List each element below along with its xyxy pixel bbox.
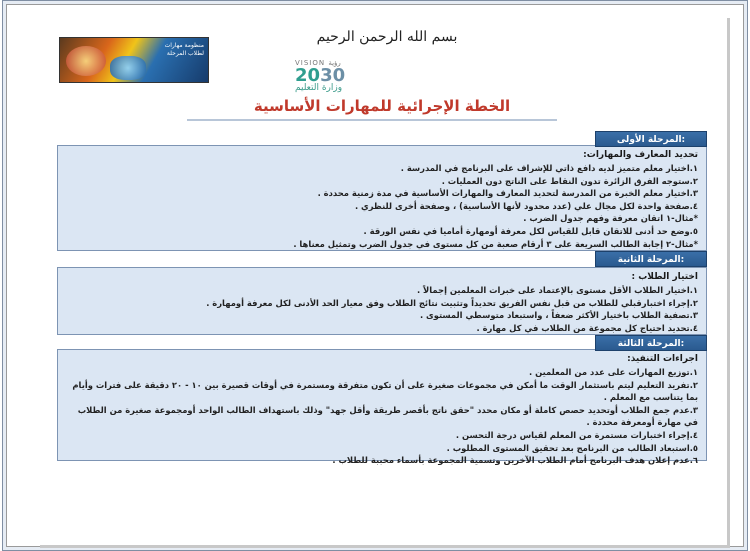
- phase-tag: المرحلة الثانية:: [595, 251, 707, 267]
- page-title: الخطة الإجرائية للمهارات الأساسية: [253, 97, 511, 115]
- book-title-line: منظومة مهارات: [164, 42, 204, 49]
- phase-heading: اجراءات التنفيذ:: [627, 354, 698, 364]
- list-item: ٢.إجراء اختبارقبلي للطلاب من قبل نفس الفريق تحديداً وتثبيت نتائج الطلاب وفق معيار الحد الأدنى لكل معرفة أومهارة .: [206, 297, 698, 308]
- page-frame: [6, 4, 744, 547]
- list-item: ١.اختيار الطلاب الأقل مستوى بالإعتماد على خبرات المعلمين إجمالاً .: [416, 285, 698, 295]
- phase-two-section: [57, 251, 707, 333]
- book-cover-image: [59, 37, 209, 83]
- phase-content-box: [57, 267, 707, 335]
- phase-content-box: [57, 349, 707, 466]
- list-item: ٥.استبعاد الطالب من البرنامج بعد تحقيق المستوى المطلوب .: [446, 442, 698, 453]
- list-item: ٣.تصفية الطلاب باختيار الأكثر ضعفاً ، واستبعاد متوسطي المستوى .: [419, 310, 698, 321]
- book-cover-title: [138, 42, 204, 58]
- list-item: ١.توزيع المهارات على عدد من المعلمين .: [528, 367, 698, 377]
- list-item: ٦.عدم إعلان هدف البرنامج أمام الطلاب الآخرين وتسمية المجموعة بأسماء محببة للطلاب .: [332, 455, 698, 466]
- vision-year-part: 30: [320, 65, 346, 86]
- list-item: ٤.إجراء اختبارات مستمرة من المعلم لقياس درجة التحسن .: [455, 429, 698, 440]
- vision-2030-logo: [295, 59, 405, 95]
- title-underline: [187, 119, 557, 121]
- phase-tag: المرحلة الأولى:: [595, 131, 707, 147]
- phase-three-section: [57, 335, 707, 466]
- cover-art-shape: [66, 46, 106, 76]
- basmala-calligraphy: بسم الله الرحمن الرحيم: [316, 29, 458, 45]
- vision-label: VISION رؤية: [295, 59, 341, 67]
- book-title-line: لطلاب المرحلة: [166, 50, 204, 57]
- phase-heading: اختيار الطلاب :: [631, 272, 698, 282]
- document-sheet: [37, 15, 727, 545]
- list-item: ٥.وضع حد أدنى للاتقان قابل للقياس لكل معرفة أومهارة أماميا في نفس الورقة .: [363, 225, 698, 236]
- list-item: ١.اختيار معلم متميز لديه دافع ذاتي للإشراف على البرنامج في المدرسة .: [400, 163, 698, 173]
- list-item: ٣.اختيار معلم الخبرة من المدرسة لتحديد المعارف والمهارات الأساسية في مدة زمنية محددة .: [317, 188, 698, 199]
- cover-art-shape: [110, 56, 146, 80]
- phase-tag: المرحلة الثالثة:: [595, 335, 707, 351]
- list-item: ٣.عدم جمع الطلاب أوتحديد حصص كاملة أو مكان محدد "حقق ناتج بأقصر طريقة وأقل جهد" وذلك باستهداف الطالب الواحد أومجموعة صغيرة من الطلاب في مهارة أومعرفة محددة .: [77, 404, 698, 428]
- ministry-name: وزارة التعليم: [295, 83, 343, 93]
- list-item: *مثال-٢ إجابة الطالب السريعة على ٣ أرقام صعبة من كل مستوى في جدول الضرب وتمثيل معناها .: [293, 238, 698, 249]
- vision-year-part: 20: [295, 65, 321, 86]
- list-item: ٤.تحديد احتياج كل مجموعة من الطلاب في كل مهارة .: [476, 322, 698, 333]
- phase-one-section: [57, 131, 707, 251]
- list-item: *مثال-١ اتقان معرفة وفهم جدول الضرب .: [523, 213, 698, 224]
- list-item: ٤.صفحة واحدة لكل مجال علي (عدد محدود لأنها الأساسية) ، وصفحة أخرى للنظري .: [354, 200, 698, 211]
- phase-heading: تحديد المعارف والمهارات:: [583, 150, 698, 160]
- phase-content-box: [57, 145, 707, 251]
- list-item: ٢.ستوجه الفرق الزائرة تدون النقاط على الناتج دون العمليات .: [441, 175, 698, 186]
- list-item: ٢.تفريد التعليم ليتم باستثمار الوقت ما أمكن في مجموعات صغيرة على أن تكون متفرقة ومستمرة في أوقات قصيرة بين ١٠ - ٢٠ دقيقة على فترات وأيام بما يتناسب مع المعلم .: [72, 379, 698, 403]
